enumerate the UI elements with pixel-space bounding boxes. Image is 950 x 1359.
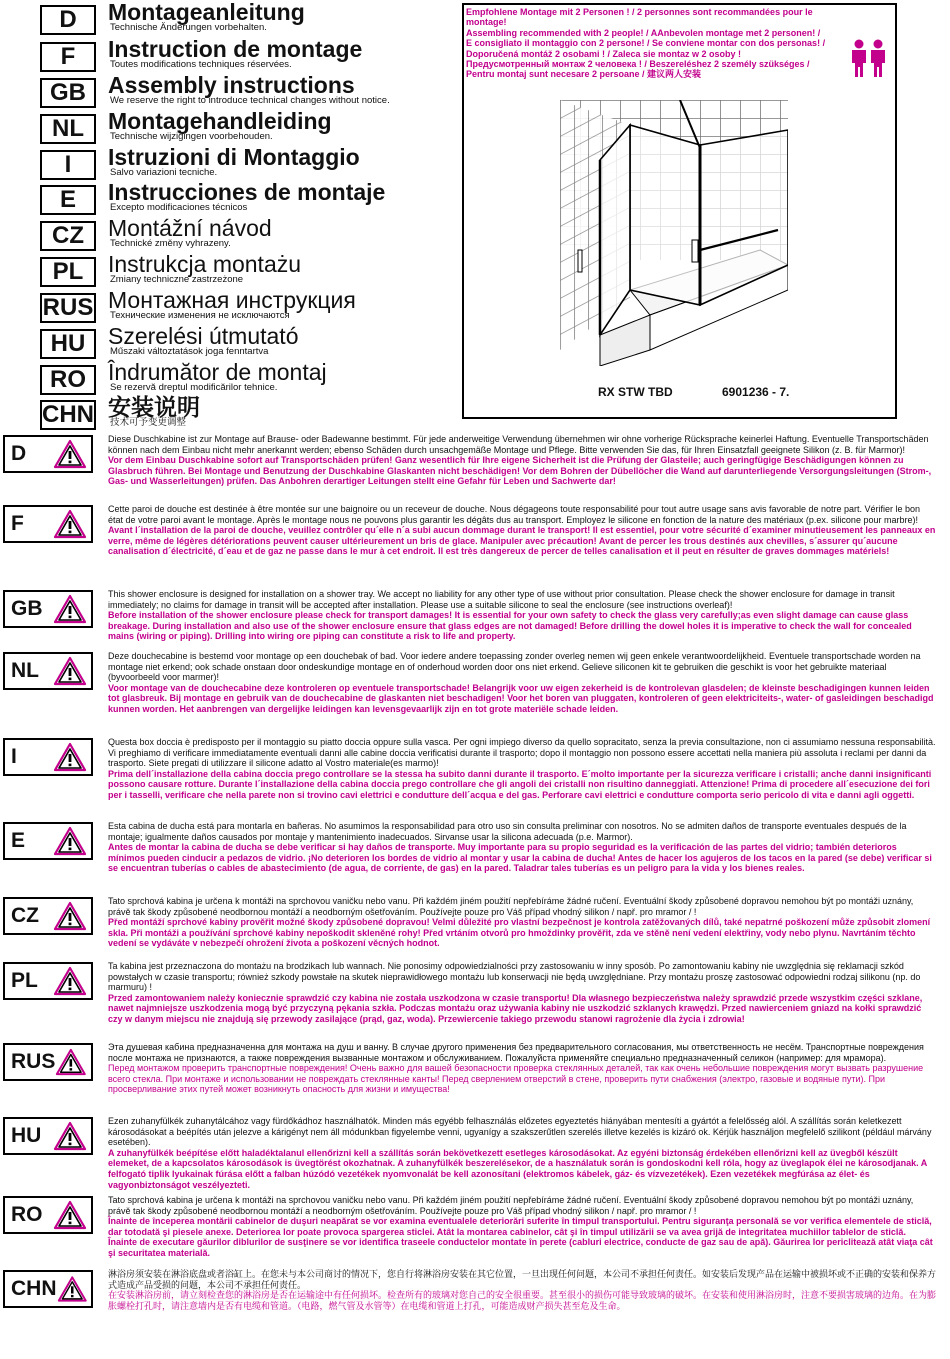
safety-warning-text: Перед монтажом проверить транспортные повреждения! Очень важно для вашей безопасности проверка стеклянных деталей, так как очень небольшие повреждения могут вызвать разрушение всего стекла. При монтаже и использовании не повреждать стеклянные канты! Перед сверлением отверстий в стене, проверить пути снабжения (электро, газовые и водяные пути). При просверливание этих путей может возникнуть опасность для жизни и имущества! [108, 1063, 924, 1095]
warning-triangle-icon [53, 594, 87, 624]
recommendation-line: Pentru montaj sunt necesare 2 persoane / 建议两人安装 [466, 69, 702, 80]
technical-changes-note: 技术可予变更调整 [110, 417, 187, 428]
language-code-box: I [40, 150, 96, 180]
safety-warning-text: Înainte de începerea montării cabinelor de duşuri neapărat se vor examina eventualele deteriorări suferite în timpul transportului. Pentru siguranţa personală se vor verifica elementele de sticlă, dar totodată şi piesele anexe. Deteriorea lor poate provoca spargerea sticlei. Atât la montarea cabinelor, cât şi în timpul utilizării se va avea grijă de integritatea muchiilor tablelor de sticlă. Înainte de executare găurilor diblurilor de susţinere se vor identifica traseele conductelor montate în perete (cabluri electrice, conducte de gaz sau de apă). Găurirea lor periclitează atât viaţa cât şi securitatea materială. [108, 1216, 933, 1258]
warning-triangle-icon [53, 439, 87, 469]
warning-language-box [3, 652, 93, 690]
two-person-icon [848, 38, 890, 78]
warning-triangle-icon [53, 656, 87, 686]
language-code-box: CHN [42, 401, 94, 428]
warning-language-box [3, 822, 93, 860]
language-code-box: PL [40, 257, 96, 287]
usage-notice-text: Esta cabina de ducha está para montarla en bañeras. No asumimos la responsabilidad para otro uso sin consulta preliminar con nosotros. No se admiten daños de transporte eventuales después de la montaje; igualmente daños causados por montaje y mantenimiento inadecuados. Sirvanse usar la silicona adecuada (p.e. Marmor). [108, 821, 907, 842]
manual-title: Монтажная инструкция [108, 287, 356, 313]
warning-language-box [3, 897, 93, 935]
recommendation-line: Doporučená montáž 2 osobami ! / Zaleca sie montaz w 2 osoby ! [466, 48, 742, 59]
warning-paragraph [108, 961, 936, 1025]
safety-warning-text: Before installation of the shower enclosure please check for transport damages! It is essential for your own safety to check the glass very carefully;as even slight damage can cause glass breakage. During installation and also use of the shower enclosure ensure that glass edges are not damaged! Before drilling the dowel holes it is imperative to check the wall for concealed mains (wiring or piping). Drilling into wiring ore piping can constitute a risk to life and property. [108, 610, 912, 642]
warning-language-box [3, 435, 93, 473]
usage-notice-text: 淋浴房须安装在淋浴底盘或者浴缸上。在您未与本公司商讨的情况下，您自行将淋浴房安装在其它位置，一旦出现任何问题，本公司不承担任何责任。如安装后发现产品在运输中被损坏或不正确的安装和保养方式造成产品受损的问题，本公司不承担任何责任。 [108, 1269, 937, 1290]
warning-language-box [3, 1043, 93, 1081]
warning-triangle-icon [57, 1274, 88, 1304]
warning-language-box [3, 962, 93, 1000]
technical-changes-note: Se rezervă dreptul modificărilor tehnice. [110, 382, 278, 393]
warning-language-code: CZ [11, 904, 39, 927]
manual-title: 安装说明 [108, 394, 200, 420]
safety-warning-text: Vor dem Einbau Duschkabine sofort auf Transportschäden prüfen! Ganz wesentlich für Ihre eigene Sicherheit ist die Prüfung der Glasteile; auch geringfügige Beschädigungen können zu Glasbruch führen. Bei Montage und Benutzung der Duschkabine Glaskanten nicht beschädigen! Vor dem Bohren der Dübellöcher die Wand auf darunterliegende Versorgungsleitungen (Strom-, Gas- und Wasserleitungen) prüfen. Das Anbohren derartiger Leitungen stellt eine Gefahr für Leben und Sachwerte dar! [108, 455, 932, 487]
language-code-box: RUS [40, 293, 96, 323]
safety-warning-text: Antes de montar la cabina de ducha se debe verificar si hay daños de transporte. Muy importante para su propio seguridad es la verificación de las partes del vidrio; también deterioros mínimos pueden cinducir a pedazos de vidrio. ¡No deterioren los bordes de vidrio al montar y usar la cabina de ducha! Antes de hacer los agujeros de los tacos en la pared (se debe) verificar si se encuentran tuberías o cables de abastecimiento (de agua, de corriente, de gas) en la pared. Taladrar tales tuberías es un peligro para la vida y los bienes reales. [108, 842, 932, 874]
warning-triangle-icon [53, 509, 87, 539]
warning-paragraph [108, 651, 936, 715]
warning-language-code: F [11, 512, 24, 535]
language-code-box: E [40, 185, 96, 215]
safety-warning-text: Avant l´installation de la paroi de douche, veuillez contrôler qu´elle n´a subi aucun dommage durant le transport! Il est essentiel, pour votre sécurité d´examiner minutieusement les panneaux en verre, même de légères détériorations peuvent causer ultérieurement un bris de glace. Manipuler avec précaution! Avant de percer les trous destinés aux chevilles, s´assurer qu´aucune canalisation d´électricité, d´eau et de gaz ne passe dans le mur à cet endroit. Il est très dangereux de percer de telles canalisation et il peut en résulter de graves dommages matériels! [108, 525, 936, 557]
technical-changes-note: Technische Änderungen vorbehalten. [110, 22, 267, 33]
warning-language-code: RUS [11, 1050, 56, 1073]
manual-title: Istruzioni di Montaggio [108, 144, 360, 170]
technical-changes-note: Technické změny vyhrazeny. [110, 238, 231, 249]
manual-title: Îndrumător de montaj [108, 359, 327, 385]
recommendation-line: Empfohlene Montage mit 2 Personen ! / 2 personnes sont recommandées pour le montage! [466, 7, 813, 28]
recommendation-line: E consigliato il montaggio con 2 persone! / Se conviene montar con dos personas! / [466, 38, 826, 49]
technical-changes-note: Toutes modifications techniques réservées. [110, 59, 292, 70]
technical-changes-note: Technische wijzigingen voorbehouden. [110, 131, 273, 142]
usage-notice-text: Tato sprchová kabina je určena k montáži na sprchovou vaničku nebo vanu. Při každém jiném použití nepřebíráme žádné ručení. Eventuální škody způsobené dopravou nemohou být po montáži uznány, právě tak škody způsobené neodbornou montáží a neodborným ošetřováním. Používejte pouze pro Váš případ vhodný silikon / např. pro mramor / ! [108, 1195, 914, 1216]
warning-paragraph [108, 504, 936, 557]
technical-changes-note: Excepto modificaciones técnicos [110, 202, 248, 213]
manual-title: Montageanleitung [108, 0, 305, 25]
warning-triangle-icon [53, 901, 87, 931]
warning-language-code: HU [11, 1124, 42, 1147]
product-number: 6901236 - 7. [722, 385, 790, 399]
warning-paragraph [108, 1195, 936, 1259]
warning-language-box [3, 505, 93, 543]
warning-triangle-icon [53, 966, 87, 996]
product-name: RX STW TBD [598, 385, 673, 399]
warning-language-box [3, 1196, 93, 1234]
usage-notice-text: Ezen zuhanyfülkék zuhanytálcához vagy fürdőkádhoz használhatók. Minden más egyébb felhasználás előzetes egyeztetés hiányában mentesíti a gyártót a felelősség alól. A szállítás során keletkezett károsodásokat a beépítés után jelezve a kárigényt nem áll módunkban figyelembe venni, ugyanígy a szakszerűtlen szerelés illetve kezelés is kizáró ok. Kérjük használjon megfelelő szilikont (például márvány esetében). [108, 1116, 932, 1148]
warning-language-code: NL [11, 659, 39, 682]
safety-warning-text: 在安装淋浴房前，请立刻检查您的淋浴房是否在运输途中有任何损坏。检查所有的玻璃对您自己的安全很重要。甚至很小的损伤可能导致玻璃的破坏。在安装和使用淋浴房时，注意不要损害玻璃的边角。在为膨胀螺栓打孔时，请注意墙内是否有电缆和管道。（电路，燃气管及水管等）在电缆和管道上打孔，可能造成财产损失甚至危及生命。 [108, 1290, 937, 1311]
usage-notice-text: Questa box doccia è predisposto per il montaggio su piatto doccia oppure sulla vasca. Per ogni impiego diverso da quello sopracitato, senza la previa consultazione, non ci assumiamo nessuna responsabilità. Vi preghiamo di verificare immediatamente eventuali danni alle cabine doccia verificatisi durante il trasporto; dopo il montaggio non possono essere accettati nella maniera più assoluta i reclami per danni da trasporto. Siete pregati di utilizzare il silicone adatto al Vostro materiale(es marmo)! [108, 737, 936, 769]
language-code-box: D [40, 5, 96, 35]
safety-warning-text: Prima dell´installazione della cabina doccia prego controllare se la stessa ha subito danni durante il trasporto. E´molto importante per la sicurezza verificare i cristalli; anche danni insignificanti possono causare rotture. Durante l´installazione della cabina doccia prego controllare che gli angoli dei cristalli non risultino danneggiati. Attenzione! Prima di procedere all´esecuzione dei fori per i tasselli, verificare che nella parete non si trovino cavi elettrici e condutture dell´acqua e del gas. Perforare cavi elettrici e condutture comporta serio pericolo di vita e danni agli oggetti. [108, 768, 932, 800]
warning-triangle-icon [53, 1121, 87, 1151]
warning-paragraph [108, 1269, 936, 1311]
warning-language-box [3, 738, 93, 776]
manual-title: Instrucciones de montaje [108, 179, 386, 205]
recommendation-line: Assembling recommended with 2 people! / AAnbevolen montage met 2 personen! / [466, 27, 821, 38]
manual-title: Assembly instructions [108, 72, 355, 98]
two-person-recommendation [466, 7, 826, 80]
safety-warning-text: A zuhanyfülkék beépítése előtt haladéktalanul ellenőrizni kell a szállítás során bekövetkezett esetleges károsodásokat. Az egyéni biztonság érdekében ellenőrizni kell az üvegből készült elemeket, de a kapcsolatos károsodások is üvegtörést okozhatnak. A zuhanyfülkék beszerelésekor, de a használatuk során is gondoskodni kell róla, hogy az üveglapok élei ne károsodjanak. A felfogató tiplik lyukainak fúrása előtt a falban húzódó vezetékek nyomvonalát be kell azonosítani (elektromos kábelek, gáz- és vízvezetékek). Ezen vezetékek megfúrása az élet- és vagyonbiztonságot veszélyezteti. [108, 1147, 927, 1190]
manual-title: Szerelési útmutató [108, 323, 299, 349]
warning-paragraph [108, 589, 936, 642]
warning-language-code: RO [11, 1203, 43, 1226]
usage-notice-text: Tato sprchová kabina je určena k montáži na sprchovou vaničku nebo vanu. Při každém jiném použití nepřebíráme žádné ručení. Eventuální škody způsobené dopravou nemohou být po montáži uznány, právě tak škody způsobené neodbornou montáží a neodborným ošetřováním. Používejte pouze pro Váš případ vhodný silikon / např. pro mramor / ! [108, 896, 914, 917]
warning-paragraph [108, 434, 936, 487]
warning-language-box [3, 1270, 93, 1308]
warning-triangle-icon [53, 826, 87, 856]
usage-notice-text: This shower enclosure is designed for installation on a shower tray. We accept no liability for any other type of use without prior consultation. Please check the shower enclosure for damage in transit immediately; no claims for damage in transit will be accepted after installation. Please use a suitable silicone to seal the enclosure (see instructions overleaf)! [108, 589, 895, 610]
language-code-box: NL [40, 114, 96, 144]
warning-language-code: E [11, 829, 26, 852]
warning-paragraph [108, 1042, 936, 1095]
manual-title: Instrukcja montażu [108, 251, 302, 277]
technical-changes-note: Salvo variazioni tecniche. [110, 167, 218, 178]
manual-title: Montážní návod [108, 215, 272, 241]
manual-title: Montagehandleiding [108, 108, 332, 134]
usage-notice-text: Diese Duschkabine ist zur Montage auf Brause- oder Badewanne bestimmt. Für jede anderweitige Verwendung übernehmen wir ohne vorherige Rücksprache keinerlei Haftung. Eventuelle Transportschäden können nach dem Einbau nicht mehr anerkannt werden; ebenso Schäden durch unsachgemäße Montage und Pflege. Bitte verwenden Sie das, für Ihren Einsatzfall geeignete Silikon (z. B. für Marmor)! [108, 434, 929, 455]
warning-triangle-icon [53, 742, 87, 772]
recommendation-line: Предусмотренный монтаж 2 человека ! / Beszereléshez 2 személy szükséges / [466, 59, 810, 70]
warning-language-code: I [11, 745, 17, 768]
warning-language-code: CHN [11, 1277, 57, 1300]
warning-language-code: D [11, 442, 27, 465]
usage-notice-text: Эта душевая кабина предназначенна для монтажа на душ и ванну. В случае другого применения без предварительного согласования, мы ответственность не несём. Транспортные повреждения после монтажа не признаются, а также повреждения вызванные монтажом и обслуживанием. Пожалуйста применяйте специально предназначенный селикон (например: для мрамора). [108, 1042, 924, 1063]
warning-language-box [3, 590, 93, 628]
safety-warning-text: Před montáží sprchové kabiny prověřit možné škody způsobené dopravou! Velmi důležité pro vlastní bezpečnost je kontrola zatěžovaných dílů, také nepatrné poškození může způsobit zlomení skla. Při montáži a používání sprchové kabiny nepoškodit skleněné rohy! Před vrtáním otvorů pro hmoždinky prověřit, zda ve stěně není vedení elektřiny, vody nebo plynu. Navrtáním těchto vedení se vydáváte v nebezpečí ohrožení života a poškození věcných hodnot. [108, 917, 931, 949]
language-code-box: GB [40, 78, 96, 108]
warning-paragraph [108, 1116, 936, 1190]
technical-changes-note: We reserve the right to introduce technical changes without notice. [110, 95, 390, 106]
manual-title: Instruction de montage [108, 36, 363, 62]
warning-paragraph [108, 821, 936, 874]
language-code-box: F [40, 42, 96, 72]
technical-changes-note: Műszaki változtatások joga fenntartva [110, 346, 269, 357]
safety-warning-text: Voor montage van de douchecabine deze kontroleren op eventuele transportschade! Belangrijk voor uw eigen zekerheid is de kontrolevan glasdelen; de kleinste beschadigingen kunnen leiden tot glasbreuk. Bij montage en gebruik van de douchecabine de glaskanten niet beschadigen! Voor het boren van pluggaten, kontroleren of geen elektriciteits-, water- of gasleidingen beschadigd kunnen worden. Het aanbrengen van dergelijke leidingen kan levensgevaarlijk zijn en tot grote materiële schade leiden. [108, 682, 934, 714]
safety-warning-text: Przed zamontowaniem należy koniecznie sprawdzić czy kabina nie została uszkodzona w czasie transportu! Dla własnego bezpieczeństwa należy sprawdzić przede wszystkim części szklane, nawet najmniejsze uszkodzenia mogą być przyczyną pękania szkła. Podczas montażu oraz używania kabiny nie uszkodzić szklanych krawędzi. Przed nawierceniem gniazd na kołki sprawdzić czy w danym miejscu nie znajdują się przewody zasilające (prąd, gaz, woda). Przewiercenie takiego przewodu stanowi ragrożenie dla życia i zdrowia! [108, 992, 923, 1024]
usage-notice-text: Cette paroi de douche est destinée à être montée sur une baignoire ou un receveur de douche. Nous dégageons toute responsabilité pour tout autre usage sans avis favorable de notre part. Vérifier le bon état de votre paroi avant le montage. Après le montage nous ne pouvons plus garantir les dégâts dus au transport. Employez le silicone en fonction de la nature des matériaux (p.ex. silicone pour marbre)! [108, 504, 921, 525]
language-code-box: HU [40, 329, 96, 359]
warning-language-code: GB [11, 597, 43, 620]
language-code-box: CZ [40, 221, 96, 251]
warning-triangle-icon [53, 1200, 87, 1230]
shower-enclosure-illustration [560, 100, 788, 366]
technical-changes-note: Технические изменения не исключаются [110, 310, 290, 321]
warning-language-code: PL [11, 969, 38, 992]
usage-notice-text: Ta kabina jest przeznaczona do montażu na brodzikach lub wannach. Nie ponosimy odpowiedzialności przy zastosowaniu w inny sposób. Po zamontowaniu kabiny nie uwzględnia się reklamacji szkód powstałych w czasie transportu; również szkody powstałe na skutek nieprawidłowego montażu lub konserwacji nie będą uwzględniane. Przy montażu proszę zastosować odpowiedni rodzaj silikonu (np. do marmuru) ! [108, 961, 921, 993]
usage-notice-text: Deze douchecabine is bestemd voor montage op een douchebak of bad. Voor iedere andere toepassing zonder overleg nemen wij geen enkele verantwoordelijkheid. Eventuele transportschade worden na montage niet erkend; ook schade onstaan door ondeskundige montage en of onderhoud worden door ons niet erkend. Gelieve siliconen kit te gebruiken die geschikt is voor het gebruikte materiaal (byvoorbeeld voor marmer)! [108, 651, 921, 683]
language-code-box: RO [40, 365, 96, 395]
technical-changes-note: Zmiany techniczne zastrzeżone [110, 274, 244, 285]
warning-paragraph [108, 896, 936, 949]
warning-language-box [3, 1117, 93, 1155]
warning-triangle-icon [55, 1047, 87, 1077]
warning-paragraph [108, 737, 936, 801]
